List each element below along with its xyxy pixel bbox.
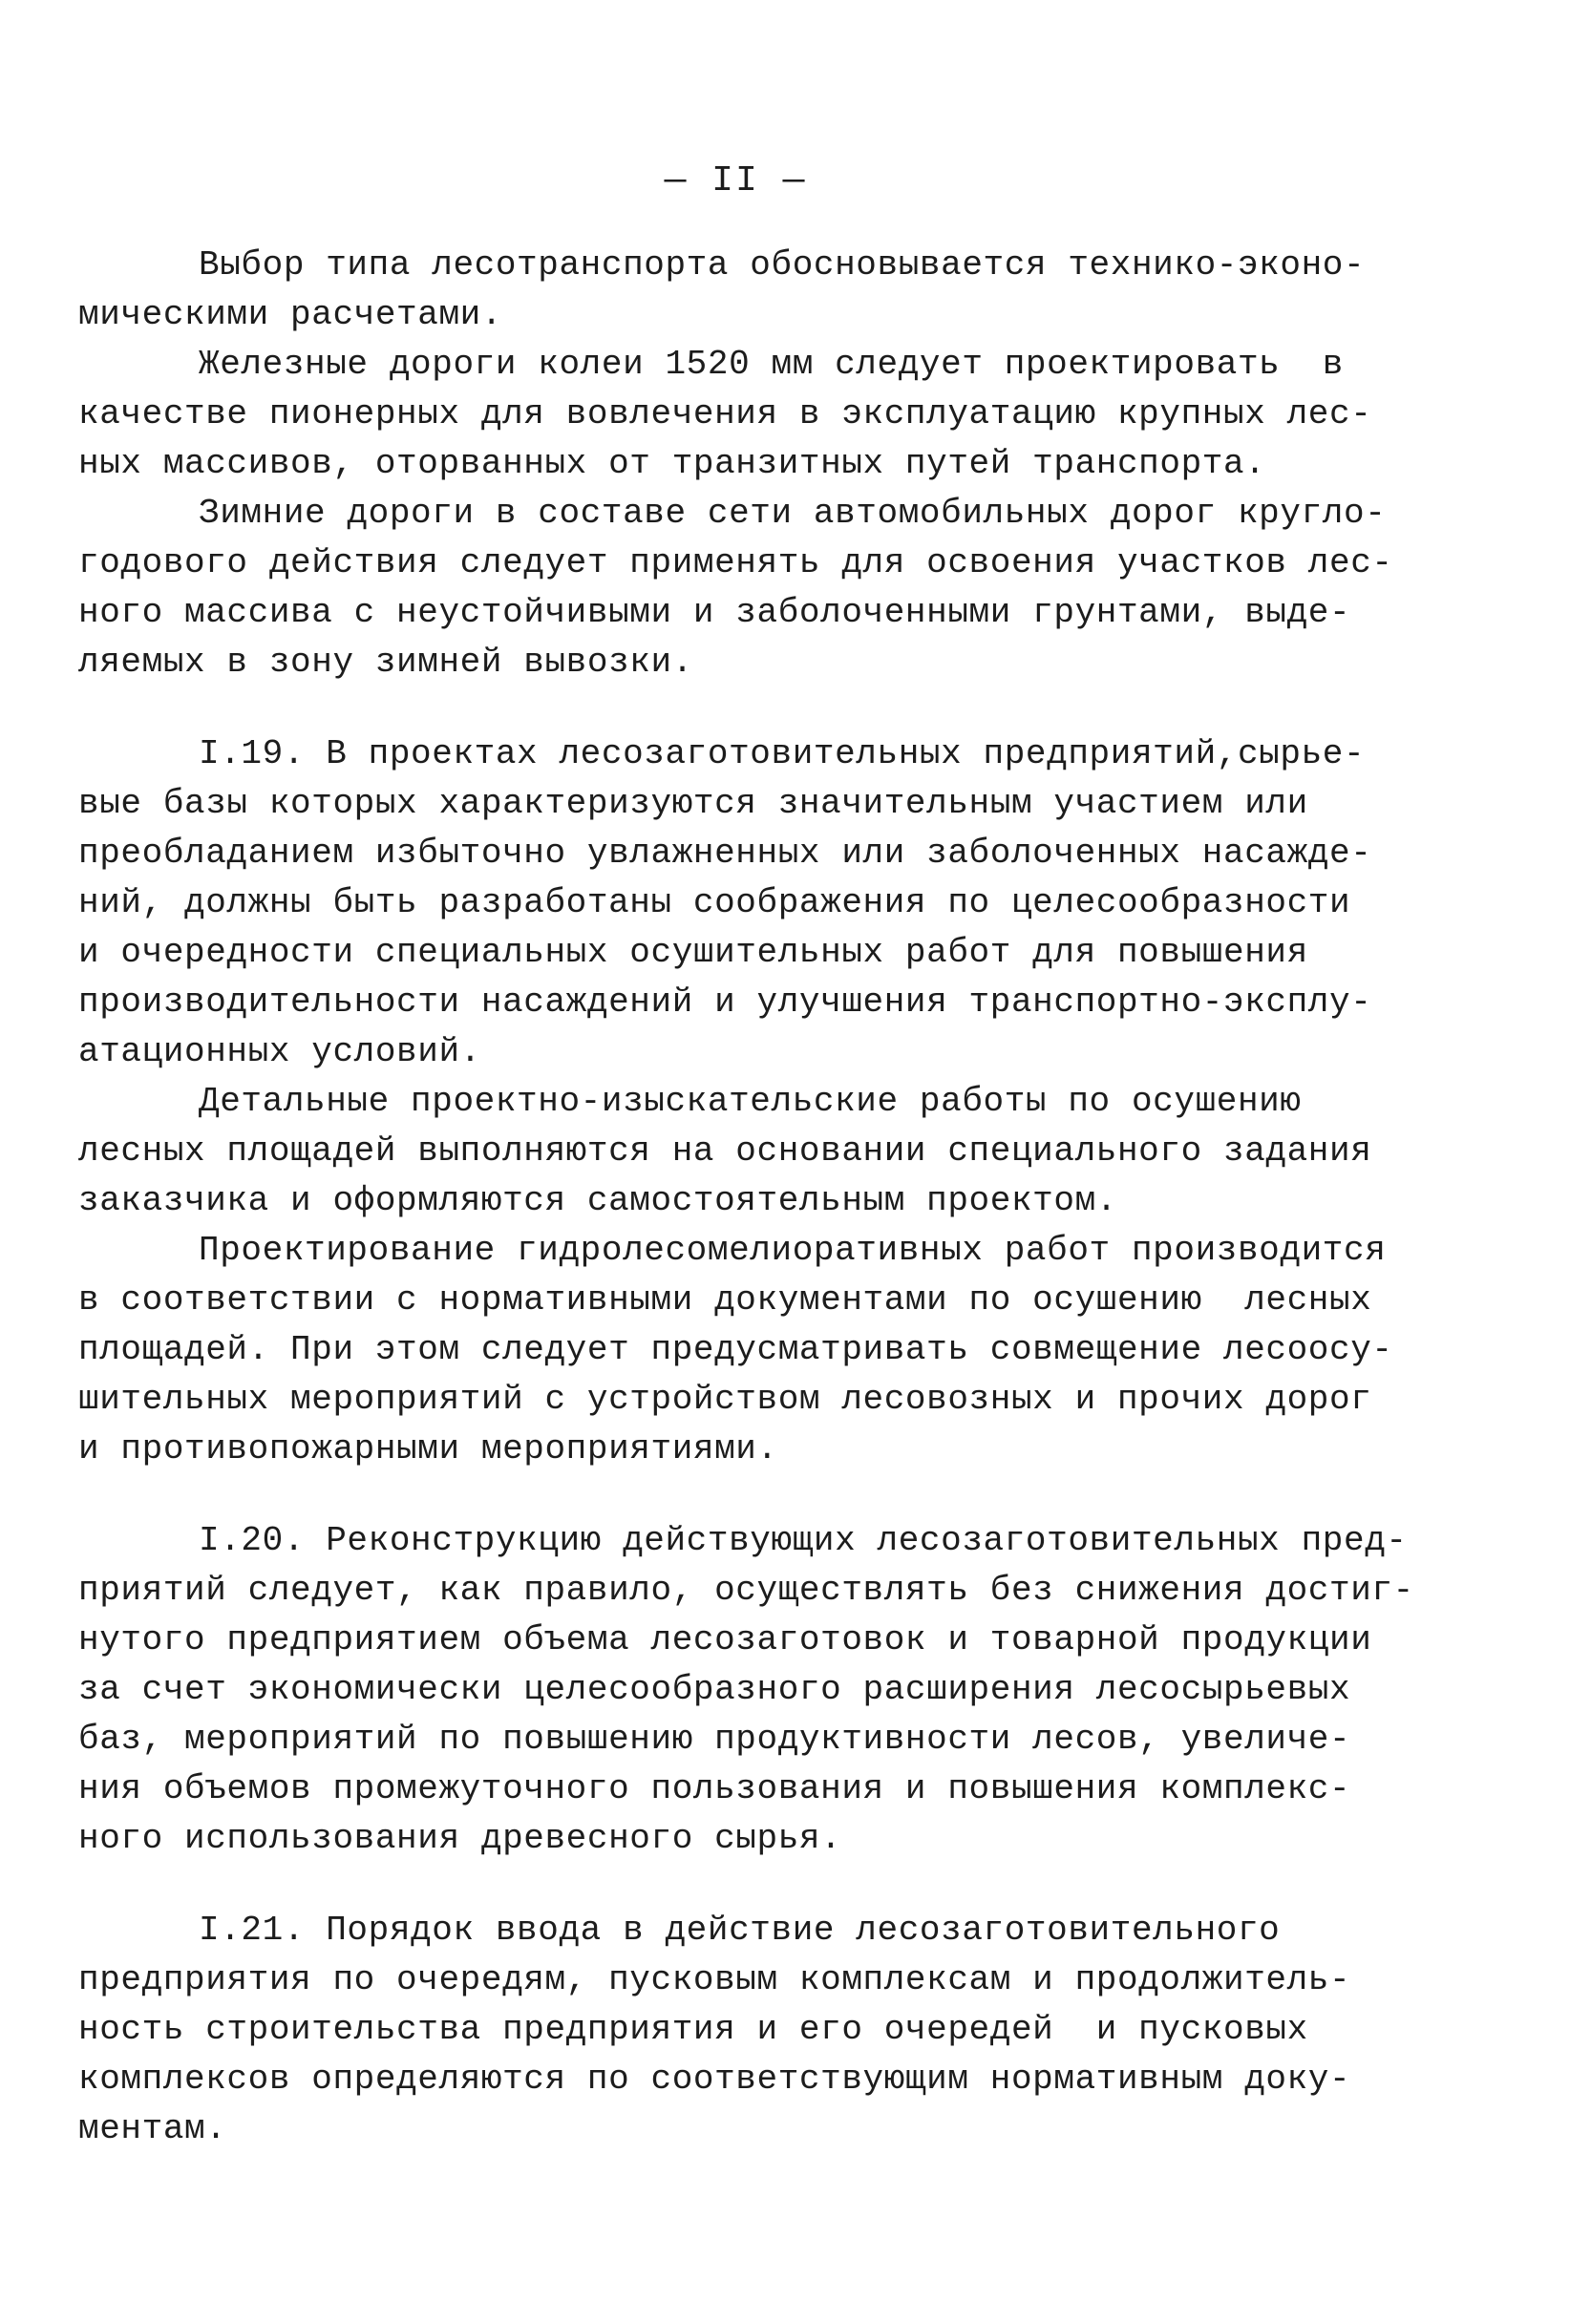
text-line: I.19. В проектах лесозаготовительных предприятий,сырье- xyxy=(199,734,1366,773)
text-line: ного массива с неустойчивыми и заболоченными грунтами, выде- xyxy=(78,593,1351,632)
text-line: Выбор типа лесотранспорта обосновывается технико-эконо- xyxy=(199,245,1366,285)
text-line: производительности насаждений и улучшения транспортно-эксплу- xyxy=(78,982,1372,1022)
text-line: I.20. Реконструкцию действующих лесозаготовительных пред- xyxy=(199,1521,1408,1560)
text-line: ного использования древесного сырья. xyxy=(78,1819,842,1858)
text-line: ляемых в зону зимней вывозки. xyxy=(78,643,693,682)
text-line: и очередности специальных осушительных работ для повышения xyxy=(78,933,1308,972)
text-line: ментам. xyxy=(78,2109,227,2148)
text-line: I.21. Порядок ввода в действие лесозаготовительного xyxy=(199,1911,1281,1950)
text-line: атационных условий. xyxy=(78,1032,481,1071)
text-line: комплексов определяются по соответствующим нормативным доку- xyxy=(78,2060,1351,2099)
text-line: и противопожарными мероприятиями. xyxy=(78,1429,778,1468)
text-line: Детальные проектно-изыскательские работы по осушению xyxy=(199,1082,1302,1121)
text-line: Проектирование гидролесомелиоративных работ производится xyxy=(199,1231,1387,1270)
page-number: — II — xyxy=(664,160,807,201)
text-line: ных массивов, оторванных от транзитных путей транспорта. xyxy=(78,444,1266,483)
text-line: вые базы которых характеризуются значительным участием или xyxy=(78,784,1308,823)
text-line: предприятия по очередям, пусковым комплексам и продолжитель- xyxy=(78,1960,1351,1999)
text-line: преобладанием избыточно увлажненных или заболоченных насажде- xyxy=(78,834,1372,873)
text-line: в соответствии с нормативными документами по осушению лесных xyxy=(78,1280,1372,1320)
text-line: ний, должны быть разработаны соображения по целесообразности xyxy=(78,883,1351,922)
text-line: ность строительства предприятия и его очередей и пусковых xyxy=(78,2010,1308,2049)
text-line: качестве пионерных для вовлечения в эксплуатацию крупных лес- xyxy=(78,394,1372,433)
text-line: площадей. При этом следует предусматривать совмещение лесоосу- xyxy=(78,1330,1393,1369)
text-line: Железные дороги колеи 1520 мм следует проектировать в xyxy=(199,345,1344,384)
text-line: баз, мероприятий по повышению продуктивности лесов, увеличе- xyxy=(78,1720,1351,1759)
text-line: за счет экономически целесообразного расширения лесосырьевых xyxy=(78,1670,1351,1709)
text-line: годового действия следует применять для освоения участков лес- xyxy=(78,543,1393,582)
text-line: приятий следует, как правило, осуществлять без снижения достиг- xyxy=(78,1571,1414,1610)
text-line: заказчика и оформляются самостоятельным проектом. xyxy=(78,1181,1117,1220)
text-line: лесных площадей выполняются на основании специального задания xyxy=(78,1131,1372,1171)
text-line: нутого предприятием объема лесозаготовок и товарной продукции xyxy=(78,1620,1372,1659)
text-line: ния объемов промежуточного пользования и повышения комплекс- xyxy=(78,1769,1351,1808)
text-line: мическими расчетами. xyxy=(78,295,503,334)
text-line: шительных мероприятий с устройством лесовозных и прочих дорог xyxy=(78,1380,1372,1419)
text-line: Зимние дороги в составе сети автомобильных дорог кругло- xyxy=(199,494,1387,533)
